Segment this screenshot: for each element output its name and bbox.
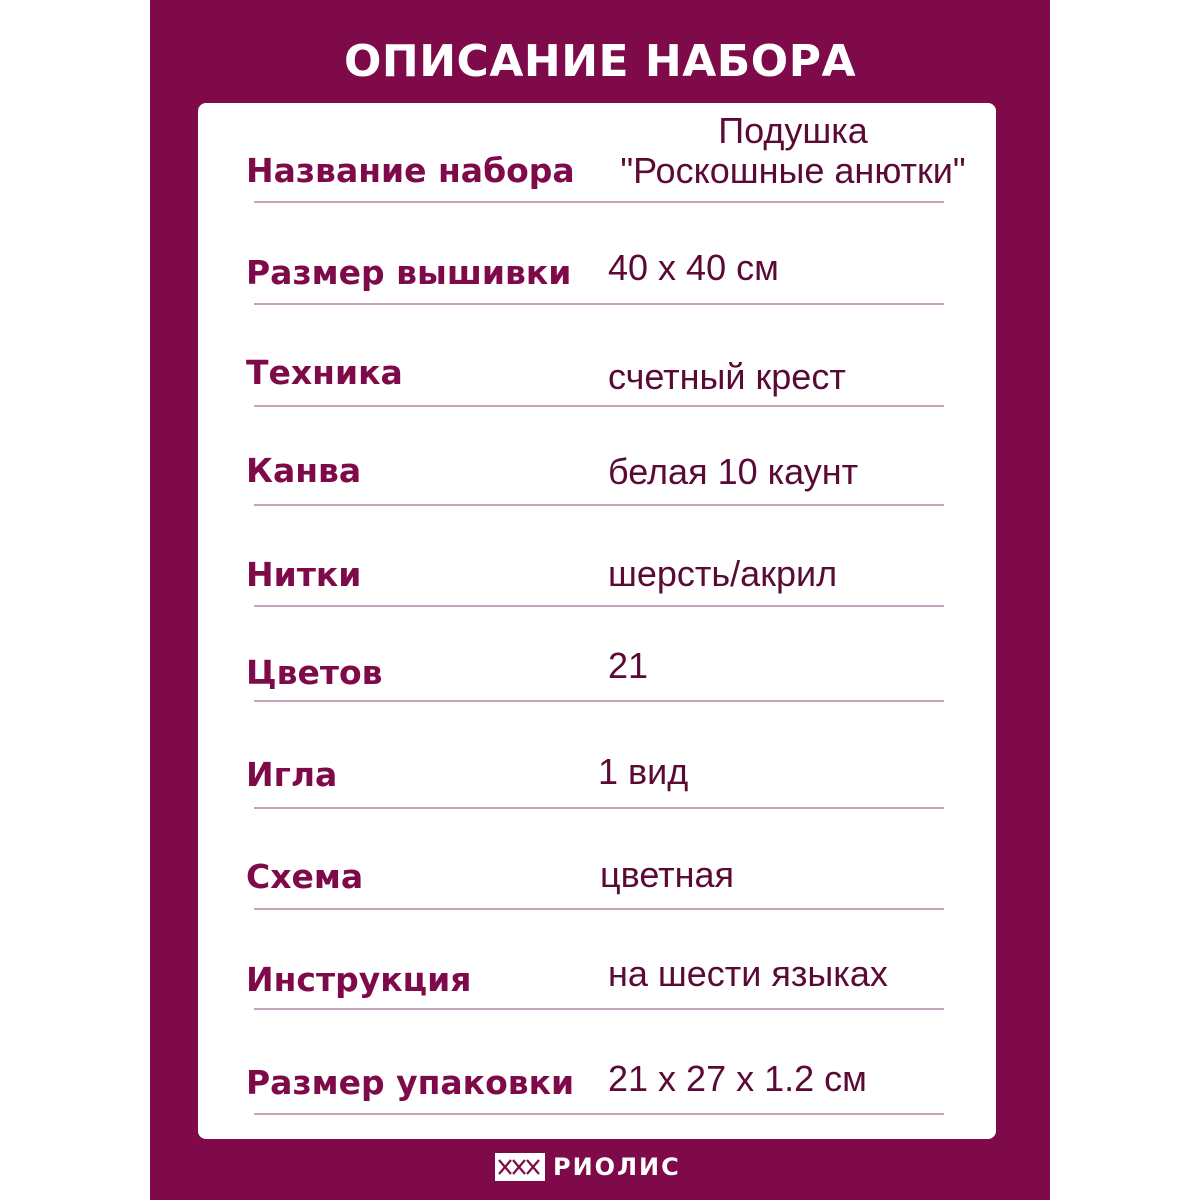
spec-label: Техника <box>246 353 403 392</box>
spec-row-needle <box>198 703 996 803</box>
spec-value: на шести языках <box>608 953 888 994</box>
spec-value: 21 х 27 х 1.2 см <box>608 1058 867 1099</box>
spec-row-embroidery-size <box>198 204 996 304</box>
spec-row-instructions <box>198 910 996 1010</box>
spec-row-chart <box>198 809 996 909</box>
spec-value: 21 <box>608 645 649 686</box>
spec-label: Схема <box>246 857 364 896</box>
brand-name: РИОЛИС <box>553 1153 681 1181</box>
spec-value-line: "Роскошные анютки" <box>620 150 966 191</box>
row-divider <box>254 201 944 203</box>
spec-label: Размер упаковки <box>246 1063 575 1102</box>
spec-row-colors <box>198 605 996 705</box>
info-panel <box>150 0 1050 1200</box>
page-title: ОПИСАНИЕ НАБОРА <box>343 36 857 87</box>
row-divider <box>254 700 944 702</box>
row-divider <box>254 1113 944 1115</box>
spec-row-kit-name <box>198 103 996 203</box>
spec-value: белая 10 каунт <box>608 451 859 492</box>
spec-label: Канва <box>246 451 362 490</box>
spec-row-canvas <box>198 405 996 505</box>
brand-logo <box>495 1150 681 1184</box>
spec-label: Инструкция <box>246 960 472 999</box>
spec-value: шерсть/акрил <box>608 553 838 594</box>
spec-label: Нитки <box>246 555 362 594</box>
riolis-logo-icon <box>495 1153 545 1181</box>
spec-row-threads <box>198 506 996 606</box>
spec-value: 1 вид <box>598 751 689 792</box>
spec-row-technique <box>198 305 996 405</box>
spec-label: Размер вышивки <box>246 253 572 292</box>
spec-label: Название набора <box>246 151 575 190</box>
spec-label: Игла <box>246 755 338 794</box>
spec-card <box>198 103 996 1139</box>
spec-value <box>598 111 988 191</box>
spec-label: Цветов <box>246 653 383 692</box>
spec-value: счетный крест <box>608 356 846 397</box>
spec-row-package-size <box>198 1010 996 1110</box>
spec-value: цветная <box>600 854 735 895</box>
spec-value: 40 х 40 см <box>608 247 779 288</box>
spec-value-line: Подушка <box>718 110 868 151</box>
